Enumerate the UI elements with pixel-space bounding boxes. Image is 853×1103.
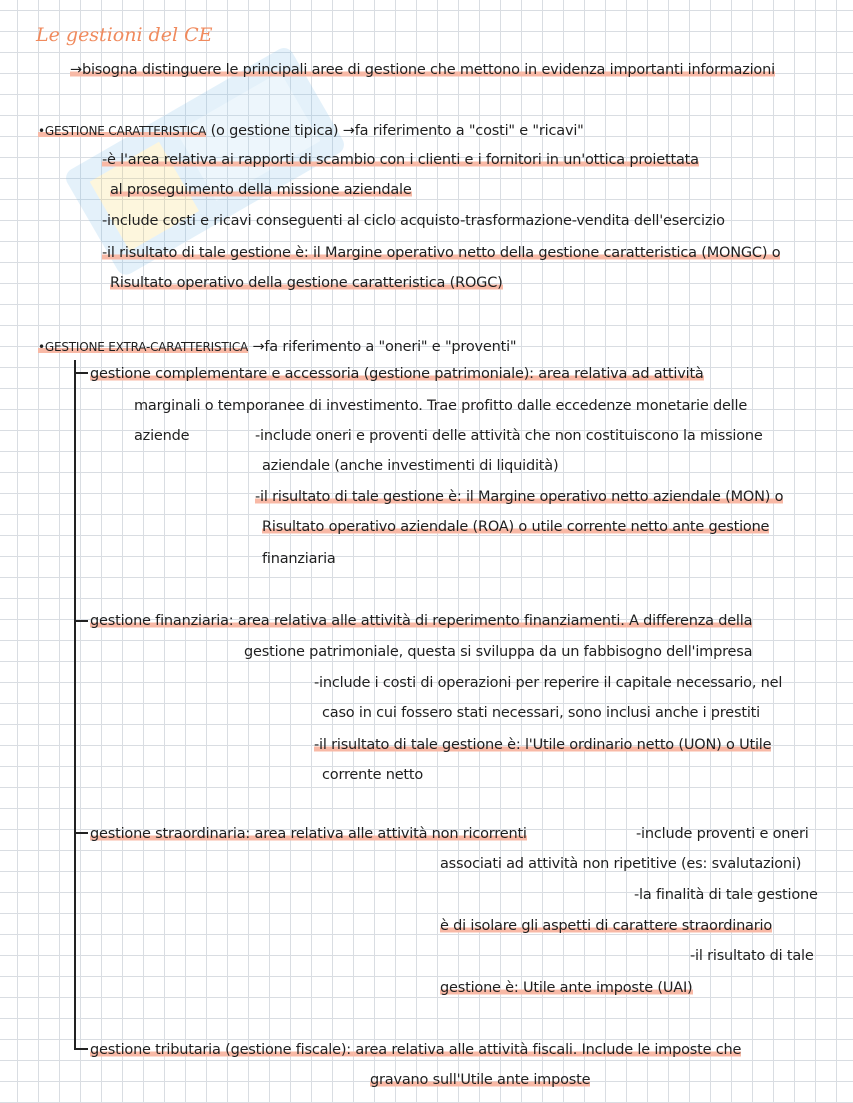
accessoria-line: Risultato operativo aziendale (ROA) o utile corrente netto ante gestione: [262, 519, 770, 535]
straordinaria-line: è di isolare gli aspetti di carattere straordinario: [440, 918, 773, 934]
straordinaria-line: associati ad attività non ripetitive (es: svalutazioni): [440, 856, 802, 872]
caratteristica-line: al proseguimento della missione aziendale: [110, 182, 412, 198]
page-title: Le gestioni del CE: [36, 24, 213, 46]
section-caratteristica-heading: •GESTIONE CARATTERISTICA (o gestione tipica) →fa riferimento a "costi" e "ricavi": [38, 123, 584, 139]
caratteristica-line: Risultato operativo della gestione caratteristica (ROGC): [110, 275, 503, 291]
accessoria-line: -il risultato di tale gestione è: il Margine operativo netto aziendale (MON) o: [255, 489, 784, 505]
accessoria-line: marginali o temporanee di investimento. Trae profitto dalle eccedenze monetarie delle: [134, 398, 748, 414]
tree-branch: [74, 1048, 88, 1050]
finanziaria-line: caso in cui fossero stati necessari, sono inclusi anche i prestiti: [322, 705, 760, 721]
section-extra-heading: •GESTIONE EXTRA-CARATTERISTICA →fa riferimento a "oneri" e "proventi": [38, 339, 517, 355]
finanziaria-line: -include i costi di operazioni per reperire il capitale necessario, nel: [314, 675, 783, 691]
accessoria-line: finanziaria: [262, 551, 336, 567]
tree-vertical-line: [74, 360, 76, 1050]
accessoria-line: gestione complementare e accessoria (gestione patrimoniale): area relativa ad attività: [90, 366, 704, 382]
straordinaria-line: -il risultato di tale: [690, 948, 814, 964]
tree-branch: [74, 620, 88, 622]
caratteristica-line: -il risultato di tale gestione è: il Margine operativo netto della gestione caratteristica (MONGC) o: [102, 245, 781, 261]
tributaria-line: gravano sull'Utile ante imposte: [370, 1072, 591, 1088]
intro-text: →bisogna distinguere le principali aree di gestione che mettono in evidenza importanti informazioni: [70, 62, 775, 78]
accessoria-line: -include oneri e proventi delle attività che non costituiscono la missione: [255, 428, 763, 444]
straordinaria-line: gestione straordinaria: area relativa alle attività non ricorrenti: [90, 826, 527, 842]
caratteristica-line: -è l'area relativa ai rapporti di scambio con i clienti e i fornitori in un'ottica proiettata: [102, 152, 699, 168]
straordinaria-line: -la finalità di tale gestione: [634, 887, 818, 903]
finanziaria-line: corrente netto: [322, 767, 424, 783]
finanziaria-line: -il risultato di tale gestione è: l'Utile ordinario netto (UON) o Utile: [314, 737, 772, 753]
accessoria-line: aziendale (anche investimenti di liquidità): [262, 458, 559, 474]
accessoria-line: aziende: [134, 428, 190, 444]
tributaria-line: gestione tributaria (gestione fiscale): area relativa alle attività fiscali. Include le imposte che: [90, 1042, 742, 1058]
finanziaria-line: gestione finanziaria: area relativa alle attività di reperimento finanziamenti. A differenza della: [90, 613, 753, 629]
caratteristica-line: -include costi e ricavi conseguenti al ciclo acquisto-trasformazione-vendita dell'esercizio: [102, 213, 725, 229]
tree-branch: [74, 372, 88, 374]
straordinaria-line: gestione è: Utile ante imposte (UAI): [440, 980, 693, 996]
tree-branch: [74, 832, 88, 834]
straordinaria-line: -include proventi e oneri: [636, 826, 809, 842]
finanziaria-line: gestione patrimoniale, questa si sviluppa da un fabbisogno dell'impresa: [244, 644, 753, 660]
